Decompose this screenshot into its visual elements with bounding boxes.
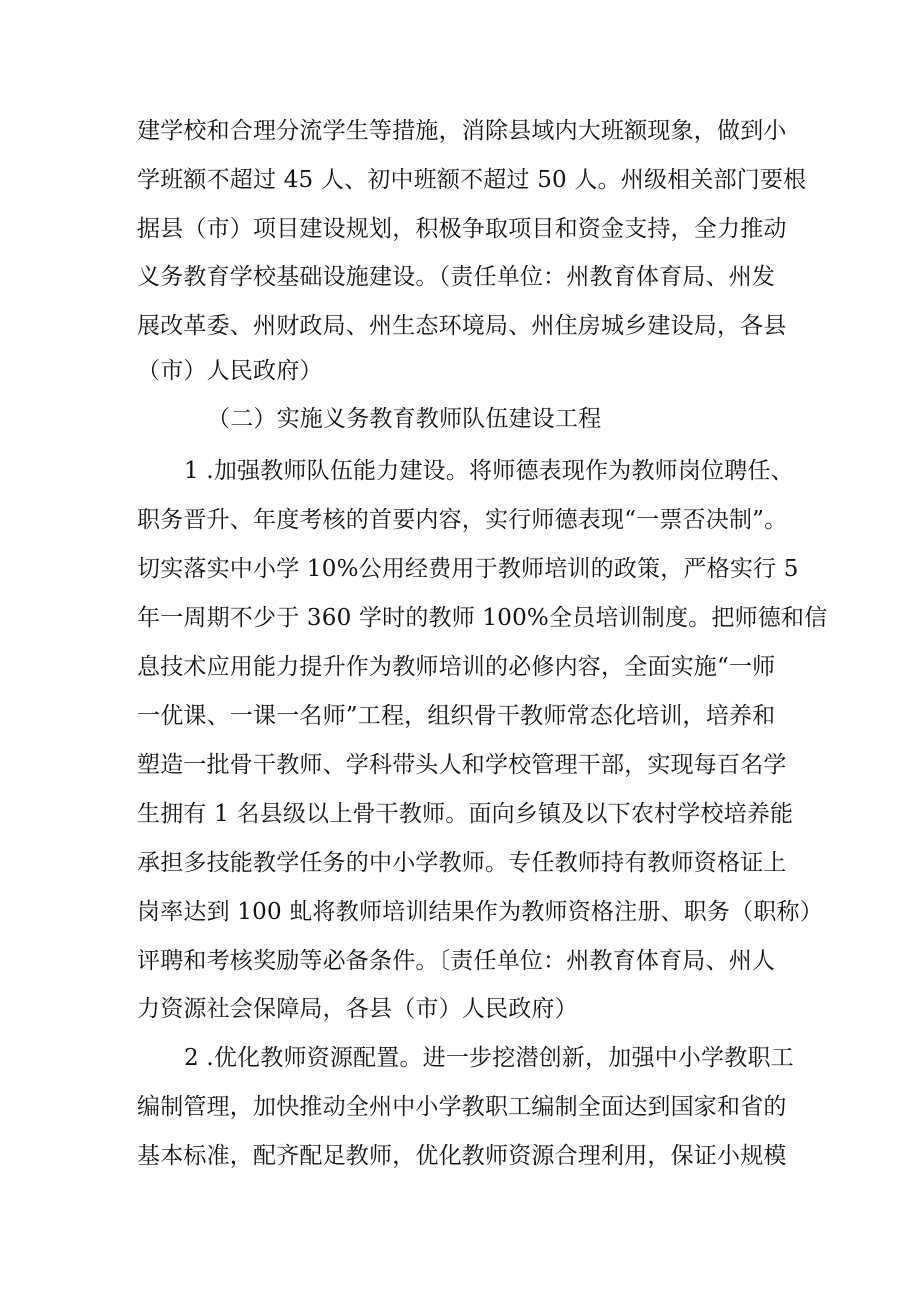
text-line: 一优课、一课一名师”工程，组织骨干教师常态化培训，培养和 (137, 703, 776, 729)
text-line: 建学校和合理分流学生等措施，消除县域内大班额现象，做到小 (137, 118, 787, 144)
text-line: 1 .加强教师队伍能力建设。将师德表现作为教师岗位聘任、 (184, 458, 794, 484)
text-line: 生拥有 1 名县级以上骨干教师。面向乡镇及以下农村学校培养能 (137, 801, 794, 827)
text-line: 基本标准，配齐配足教师，优化教师资源合理利用，保证小规模 (137, 1143, 787, 1169)
text-line: （市）人民政府） (137, 358, 323, 384)
text-line: 力资源社会保障局，各县（市）人民政府） (137, 996, 578, 1022)
text-line: 切实落实中小学 10%公用经费用于教师培训的政策，严格实行 5 (137, 556, 799, 582)
text-line: 评聘和考核奖励等必备条件。〔责任单位：州教育体育局、州人 (137, 948, 776, 974)
text-line: 息技术应用能力提升作为教师培训的必修内容，全面实施“一师 (137, 654, 776, 680)
text-line: 职务晋升、年度考核的首要内容，实行师德表现“一票否决制”。 (137, 507, 788, 533)
text-line: 年一周期不少于 360 学时的教师 100%全员培训制度。把师德和信 (137, 605, 828, 631)
text-line: 展改革委、州财政局、州生态环境局、州住房城乡建设局，各县 (137, 313, 787, 339)
text-line: 义务教育学校基础设施建设。（责任单位：州教育体育局、州发 (137, 264, 776, 290)
section-heading: （二）实施义务教育教师队伍建设工程 (207, 406, 602, 432)
text-line: 塑造一批骨干教师、学科带头人和学校管理干部，实现每百名学 (137, 752, 787, 778)
text-line: 据县（市）项目建设规划，积极争取项目和资金支持，全力推动 (137, 216, 787, 242)
text-line: 学班额不超过 45 人、初中班额不超过 50 人。州级相关部门要根 (137, 167, 807, 193)
text-line: 编制管理，加快推动全州中小学教职工编制全面达到国家和省的 (137, 1094, 787, 1120)
text-line: 岗率达到 100 虬将教师培训结果作为教师资格注册、职务（职称） (137, 899, 823, 925)
text-line: 2 .优化教师资源配置。进一步挖潜创新，加强中小学教职工 (184, 1045, 794, 1071)
text-line: 承担多技能教学任务的中小学教师。专任教师持有教师资格证上 (137, 850, 787, 876)
